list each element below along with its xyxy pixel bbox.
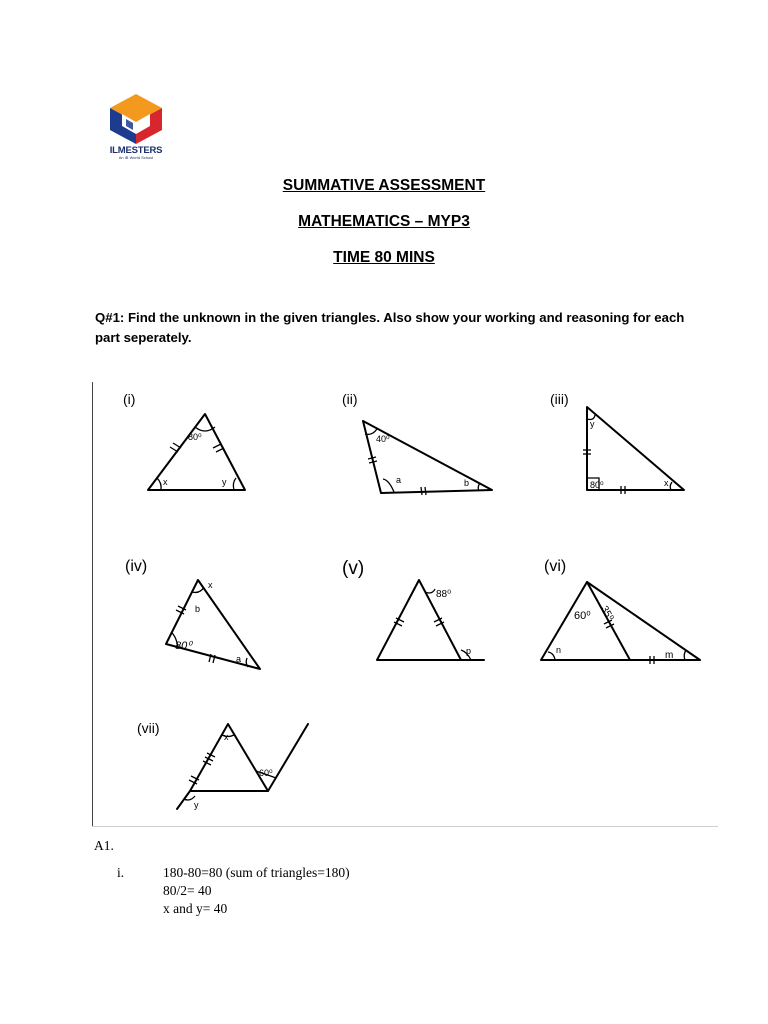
page-title: SUMMATIVE ASSESSMENT [282, 177, 486, 194]
part-label-v: (v) [342, 558, 365, 579]
part-label-ii: (ii) [342, 391, 358, 407]
vi-angle1-label: 60⁰ [574, 610, 591, 622]
part-label-vii: (vii) [137, 720, 160, 736]
iii-x-label: x [664, 478, 669, 488]
time-title: TIME 80 MINS [333, 249, 435, 266]
iv-a-label: a [236, 654, 242, 664]
iii-y-label: y [590, 419, 595, 429]
ii-angle-label: 40⁰ [376, 434, 390, 444]
question-text: Q#1: Find the unknown in the given triangles. Also show your working and reasoning for each part seperately. [95, 310, 685, 345]
ii-b-label: b [464, 478, 470, 488]
part-label-vi: (vi) [544, 558, 567, 575]
iv-x-label: x [208, 580, 213, 590]
logo-tagline: An IB World School [118, 155, 154, 160]
triangles-figure [92, 382, 718, 827]
vi-n-label: n [556, 645, 562, 655]
subject-title: MATHEMATICS – MYP3 [298, 213, 470, 230]
v-angle-label: 88⁰ [436, 589, 452, 600]
part-label-iv: (iv) [125, 558, 148, 575]
vi-angle2-label: 35⁰ [598, 604, 616, 623]
vii-angle-label: 60⁰ [259, 768, 273, 778]
part-label-i: (i) [123, 391, 136, 407]
i-x-label: x [163, 477, 168, 487]
answer-line-1: 180-80=80 (sum of triangles=180) [163, 865, 350, 880]
vii-y-label: y [194, 800, 199, 810]
answer-item-number: i. [117, 865, 125, 880]
answer-line-2: 80/2= 40 [163, 883, 212, 898]
part-label-iii: (iii) [550, 391, 569, 407]
vii-x-label: x [224, 732, 229, 742]
answer-heading: A1. [94, 838, 114, 853]
iii-angle-label: 80⁰ [590, 480, 604, 490]
answer-line-3: x and y= 40 [163, 901, 228, 916]
iv-b-label: b [195, 604, 201, 614]
vi-m-label: m [665, 650, 674, 661]
i-angle-label: 80⁰ [188, 432, 202, 442]
iv-angle-label: 80⁰ [175, 640, 192, 652]
logo-name: ILMESTERS [109, 145, 163, 156]
v-p-label: p [466, 646, 472, 656]
i-y-label: y [222, 477, 227, 487]
ii-a-label: a [396, 475, 402, 485]
